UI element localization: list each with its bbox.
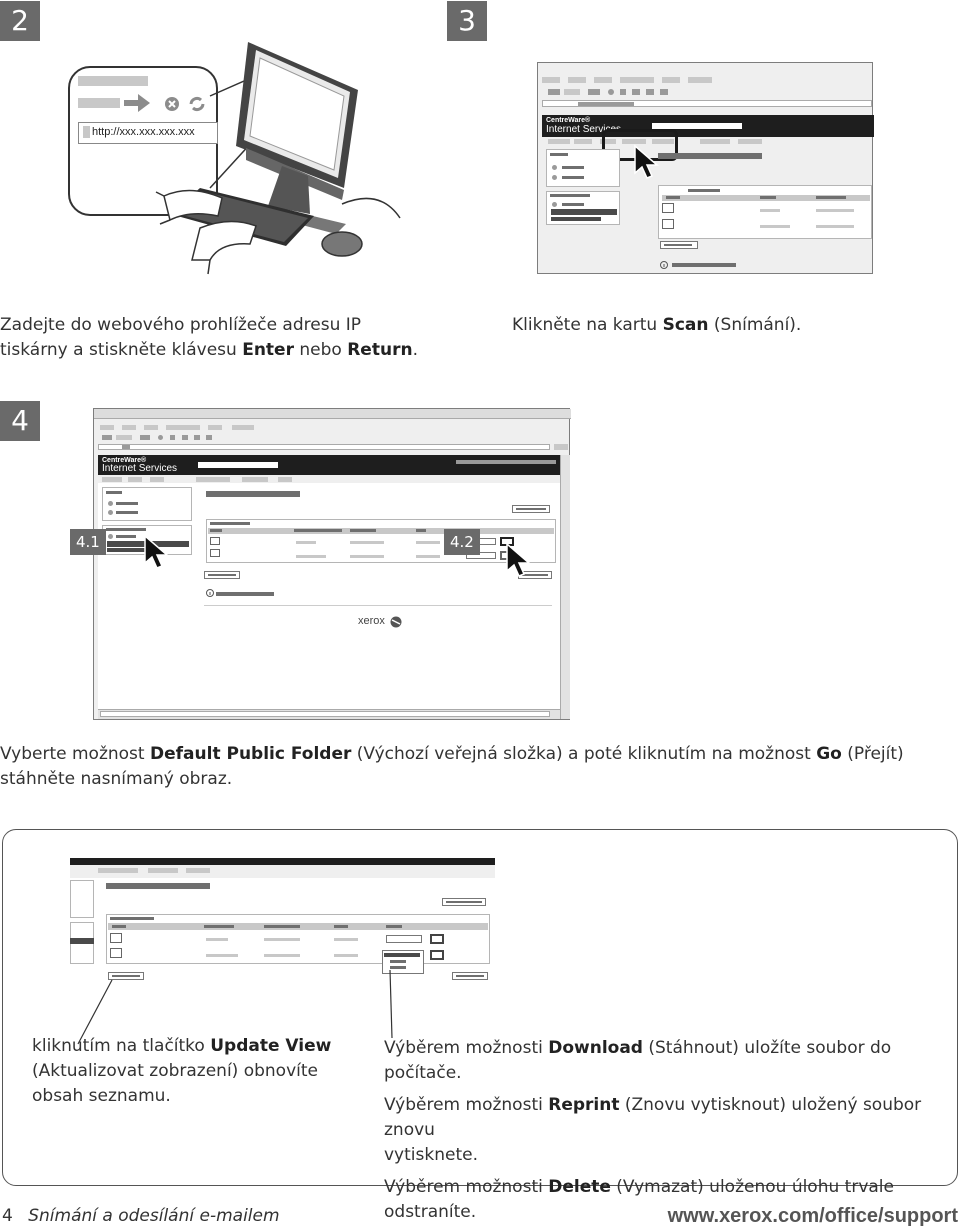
- cw-header: CentreWare® Internet Services: [542, 115, 874, 137]
- step-4-caption: Vyberte možnost Default Public Folder (Výchozí veřejná složka) a poté kliknutím na možnost Go (Přejít) stáhněte nasnímaný obraz.: [0, 744, 904, 789]
- info-icon: [660, 261, 668, 269]
- substep-4-2-badge: 4.2: [444, 529, 480, 555]
- reprint-description: Výběrem možnosti Reprint (Znovu vytisknout) uložený soubor znovu: [384, 1095, 922, 1140]
- mouse-pointer-icon: [506, 543, 532, 577]
- xerox-logo: xerox: [358, 615, 385, 627]
- step-2-caption: Zadejte do webového prohlížeče adresu IP tiskárny a stiskněte klávesu Enter nebo Return.: [0, 315, 418, 360]
- step-2-badge: 2: [0, 1, 40, 41]
- delete-description: Výběrem možnosti Delete (Vymazat) uloženou úlohu trvale: [384, 1177, 894, 1197]
- footer-page: 4 Snímání a odesílání e-mailem: [2, 1206, 280, 1226]
- callout-left-text: kliknutím na tlačítko Update View (Aktualizovat zobrazení) obnovíte obsah seznamu.: [32, 1036, 332, 1106]
- callout-right-text: Výběrem možnosti Download (Stáhnout) uložíte soubor do počítače. Výběrem možnosti Reprint (Znovu vytisknout) uložený soubor znovu vytisknete. Výběrem možnosti Delete (Vymazat) uloženou úlohu trvale odstraníte.: [384, 1036, 954, 1225]
- url-text[interactable]: http://xxx.xxx.xxx.xxx: [92, 126, 195, 138]
- xerox-logo-icon: [390, 616, 402, 628]
- info-icon: [206, 589, 214, 597]
- substep-4-1-badge: 4.1: [70, 529, 106, 555]
- step-3-screenshot: [537, 62, 873, 274]
- mouse-pointer-icon: [144, 535, 170, 569]
- callout-leader-lines: [0, 820, 960, 1050]
- cw-header-4: CentreWare® Internet Services: [98, 455, 560, 475]
- step-4-screenshot: [76, 408, 570, 720]
- footer-url[interactable]: www.xerox.com/office/support: [667, 1205, 958, 1227]
- step-3-caption: Klikněte na kartu Scan (Snímání).: [512, 315, 802, 335]
- step-2-illustration: [60, 38, 410, 288]
- download-description: Výběrem možnosti Download (Stáhnout) uložíte soubor do počítače.: [384, 1038, 892, 1083]
- step-4-badge: 4: [0, 401, 40, 441]
- mouse-pointer-icon: [634, 145, 660, 179]
- step-3-badge: 3: [447, 1, 487, 41]
